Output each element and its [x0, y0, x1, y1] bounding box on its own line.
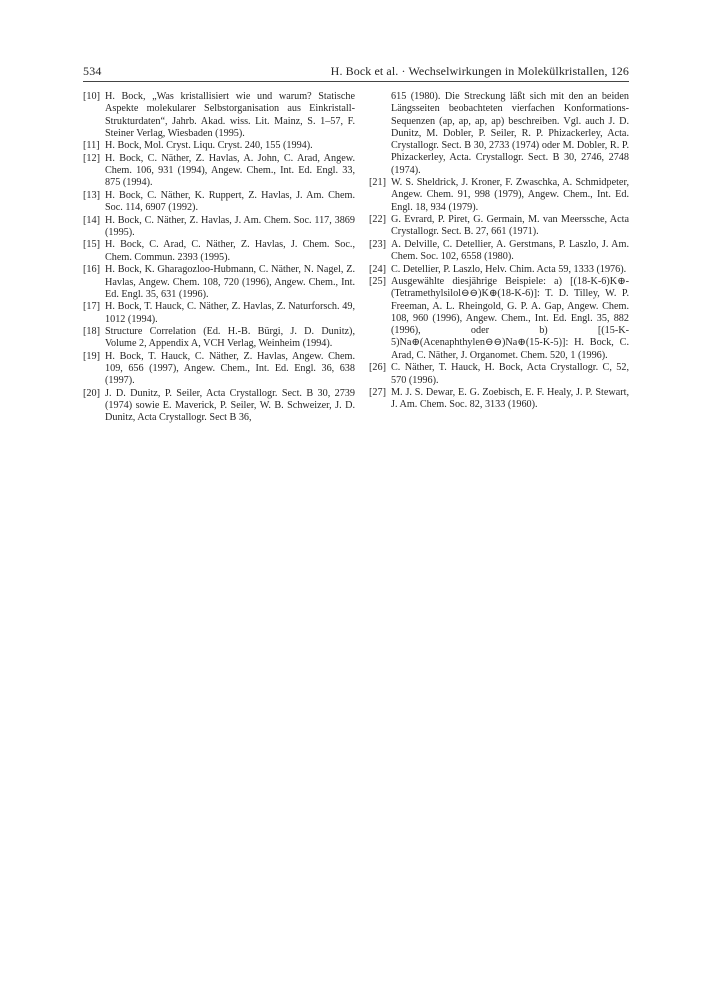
reference-number: [25]: [369, 276, 386, 288]
reference-number: [27]: [369, 387, 386, 399]
reference-item: [83, 190, 355, 215]
reference-item: [83, 301, 355, 326]
reference-text: Ausgewählte diesjährige Beispiele: a) [(18-K-6)K⊕-(Tetramethylsilol⊖⊖)K⊕(18-K-6)]: T. D. Tilley, W. P. Freeman, A. L. Rheingold, G. P. A. Gap, Angew. Chem. 108, 960 (1996), Angew. Chem., Int. Ed. Engl. 35, 882 (1996), oder b) [(15-K-5)Na⊕(Acenaphthylen⊖⊖)Na⊕(15-K-5)]: H. Bock, C. Arad, C. Näther, J. Organomet. Chem. 520, 1 (1996).: [391, 276, 629, 361]
page-number: 534: [83, 64, 102, 78]
reference-number: [19]: [83, 350, 100, 362]
reference-number: [13]: [83, 189, 100, 201]
reference-text: H. Bock, C. Näther, Z. Havlas, A. John, C. Arad, Angew. Chem. 106, 931 (1994), Angew. Chem., Int. Ed. Engl. 33, 875 (1994).: [105, 152, 355, 189]
reference-number: [11]: [83, 140, 100, 152]
reference-text: H. Bock, „Was kristallisiert wie und warum? Statische Aspekte molekularer Selbstorganisation aus Einkristall-Strukturdaten“, Jahrb. Akad. wiss. Lit. Mainz, S. 1–57, F. Steiner Verlag, Wiesbaden (1995).: [105, 91, 355, 139]
references-left-column: [83, 91, 355, 425]
reference-text: H. Bock, Mol. Cryst. Liqu. Cryst. 240, 155 (1994).: [105, 140, 313, 152]
reference-number: [10]: [83, 91, 100, 102]
reference-item: [369, 264, 629, 276]
reference-item: [369, 214, 629, 239]
running-head-title: H. Bock et al. · Wechselwirkungen in Molekülkristallen, 126: [330, 64, 629, 78]
reference-text: H. Bock, T. Hauck, C. Näther, Z. Havlas, Z. Naturforsch. 49, 1012 (1994).: [105, 301, 355, 325]
reference-number: [14]: [83, 214, 100, 226]
reference-number: [22]: [369, 214, 386, 226]
reference-text: H. Bock, C. Arad, C. Näther, Z. Havlas, J. Chem. Soc., Chem. Commun. 2393 (1995).: [105, 239, 355, 263]
reference-number: [12]: [83, 152, 100, 164]
reference-text: H. Bock, T. Hauck, C. Näther, Z. Havlas, Angew. Chem. 109, 656 (1997), Angew. Chem., Int. Ed. Engl. 36, 638 (1997).: [105, 350, 355, 387]
reference-item: [83, 326, 355, 351]
reference-item: [369, 239, 629, 264]
reference-text: 615 (1980). Die Streckung läßt sich mit den an beiden Längsseiten beobachteten vierfachen Konformations-Sequenzen (ap, ap, ap, ap) beschreiben. Vgl. auch J. D. Dunitz, M. Dobler, P. Seiler, R. P. Phizackerley, Acta. Crystallogr. Sect. B 30, 2733 (1974) oder M. Dobler, R. P. Phizackerley, Acta. Crystallogr. Sect. B 30, 2746, 2748 (1974).: [391, 91, 629, 176]
reference-number: [20]: [83, 387, 100, 399]
references-right-column: [369, 91, 629, 412]
running-header: [83, 59, 629, 82]
reference-number: [23]: [369, 238, 386, 250]
reference-item-continued: [369, 91, 629, 177]
reference-number: [18]: [83, 326, 100, 338]
reference-item: [369, 276, 629, 362]
reference-text: J. D. Dunitz, P. Seiler, Acta Crystallogr. Sect. B 30, 2739 (1974) sowie E. Maverick, P. Seiler, W. B. Schweizer, J. D. Dunitz, Acta Crystallogr. Sect B 36,: [105, 387, 355, 424]
reference-item: [369, 177, 629, 214]
reference-item: [369, 387, 629, 412]
reference-text: H. Bock, K. Gharagozloo-Hubmann, C. Näther, N. Nagel, Z. Havlas, Angew. Chem. 108, 720 (1996), Angew. Chem., Int. Ed. Engl. 35, 631 (1996).: [105, 264, 355, 300]
reference-text: C. Näther, T. Hauck, H. Bock, Acta Crystallogr. C, 52, 570 (1996).: [391, 362, 629, 386]
reference-text: A. Delville, C. Detellier, A. Gerstmans, P. Laszlo, J. Am. Chem. Soc. 102, 6558 (1980).: [391, 238, 629, 263]
reference-text: C. Detellier, P. Laszlo, Helv. Chim. Acta 59, 1333 (1976).: [391, 263, 627, 275]
reference-item: [83, 153, 355, 190]
reference-text: G. Evrard, P. Piret, G. Germain, M. van Meerssche, Acta Crystallogr. Sect. B. 27, 661 (1971).: [391, 214, 629, 238]
reference-number: [26]: [369, 362, 386, 374]
reference-item: [83, 388, 355, 425]
reference-item: [83, 351, 355, 388]
reference-item: [83, 264, 355, 301]
reference-text: W. S. Sheldrick, J. Kroner, F. Zwaschka, A. Schmidpeter, Angew. Chem. 91, 998 (1979), Angew. Chem., Int. Ed. Engl. 18, 934 (1979).: [391, 177, 629, 213]
reference-text: H. Bock, C. Näther, K. Ruppert, Z. Havlas, J. Am. Chem. Soc. 114, 6907 (1992).: [105, 189, 355, 214]
reference-number: [21]: [369, 177, 386, 189]
reference-number: [15]: [83, 239, 100, 251]
reference-number: [16]: [83, 264, 100, 276]
reference-item: [369, 362, 629, 387]
reference-text: Structure Correlation (Ed. H.-B. Bürgi, J. D. Dunitz), Volume 2, Appendix A, VCH Verlag, Weinheim (1994).: [105, 326, 355, 350]
reference-item: [83, 91, 355, 140]
reference-number: [17]: [83, 301, 100, 313]
reference-item: [83, 140, 355, 152]
reference-number: [24]: [369, 263, 386, 275]
reference-text: H. Bock, C. Näther, Z. Havlas, J. Am. Chem. Soc. 117, 3869 (1995).: [105, 214, 355, 238]
reference-item: [83, 215, 355, 240]
reference-item: [83, 239, 355, 264]
reference-text: M. J. S. Dewar, E. G. Zoebisch, E. F. Healy, J. P. Stewart, J. Am. Chem. Soc. 82, 3133 (1960).: [391, 387, 629, 411]
